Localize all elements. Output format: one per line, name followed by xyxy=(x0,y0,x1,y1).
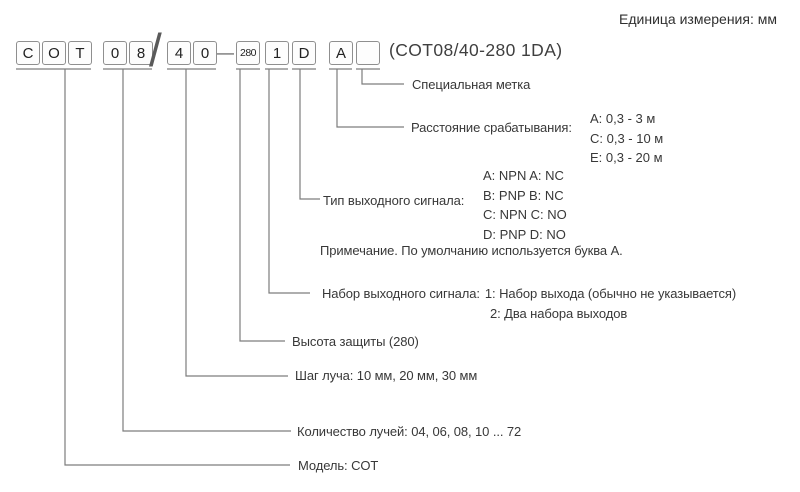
code-box-height: 280 xyxy=(236,41,260,65)
distance-label: Расстояние срабатывания: xyxy=(411,120,572,135)
leader-line-output-type xyxy=(300,69,320,199)
code-box-step-1: 4 xyxy=(167,41,191,65)
code-box-special-mark xyxy=(356,41,380,65)
unit-note: Единица измерения: мм xyxy=(619,11,777,27)
leader-line-beam-step xyxy=(186,69,288,376)
code-box-model-c: C xyxy=(16,41,40,65)
height-label: Высота защиты (280) xyxy=(292,334,419,349)
leader-line-height xyxy=(240,69,285,341)
code-box-count-1: 0 xyxy=(103,41,127,65)
output-set-label: Набор выходного сигнала: xyxy=(322,286,480,301)
output-type-label: Тип выходного сигнала: xyxy=(323,193,465,208)
output-set-option-2: 2: Два набора выходов xyxy=(490,306,628,321)
special-mark-label: Специальная метка xyxy=(412,77,531,92)
leader-line-beam-count xyxy=(123,69,291,431)
distance-option-a: A: 0,3 - 3 м xyxy=(590,111,656,126)
output-type-option-d: D: PNP D: NO xyxy=(483,226,566,242)
slash-separator: / xyxy=(149,24,162,76)
code-box-count-2: 8 xyxy=(129,41,153,65)
code-box-distance: A xyxy=(329,41,353,65)
output-set-option-1: 1: Набор выхода (обычно не указывается) xyxy=(484,286,737,301)
beam-step-label: Шаг луча: 10 мм, 20 мм, 30 мм xyxy=(295,368,478,383)
dash-separator: — xyxy=(217,43,234,62)
distance-option-e: E: 0,3 - 20 м xyxy=(590,150,663,165)
distance-option-c: C: 0,3 - 10 м xyxy=(590,130,664,146)
output-type-option-b: B: PNP B: NC xyxy=(483,187,564,203)
output-type-option-a: A: NPN A: NC xyxy=(483,168,564,183)
leader-line-distance xyxy=(337,69,404,127)
leader-line-output-set xyxy=(269,69,310,293)
model-label: Модель: COT xyxy=(298,458,379,473)
output-type-options xyxy=(483,166,567,244)
beam-count-label: Количество лучей: 04, 06, 08, 10 ... 72 xyxy=(297,424,522,439)
output-type-option-c: C: NPN C: NO xyxy=(483,207,567,222)
code-box-output-set: 1 xyxy=(265,41,289,65)
code-box-model-o: O xyxy=(42,41,66,65)
code-box-model-t: T xyxy=(68,41,92,65)
code-box-step-2: 0 xyxy=(193,41,217,65)
leader-line-special-mark xyxy=(362,69,404,84)
leader-line-model xyxy=(65,69,290,465)
distance-options xyxy=(590,109,663,168)
output-set-line xyxy=(322,284,736,303)
example-code: (COT08/40-280 1DA) xyxy=(389,40,563,60)
code-box-output-type: D xyxy=(292,41,316,65)
default-letter-note: Примечание. По умолчанию используется буква A. xyxy=(320,243,623,258)
